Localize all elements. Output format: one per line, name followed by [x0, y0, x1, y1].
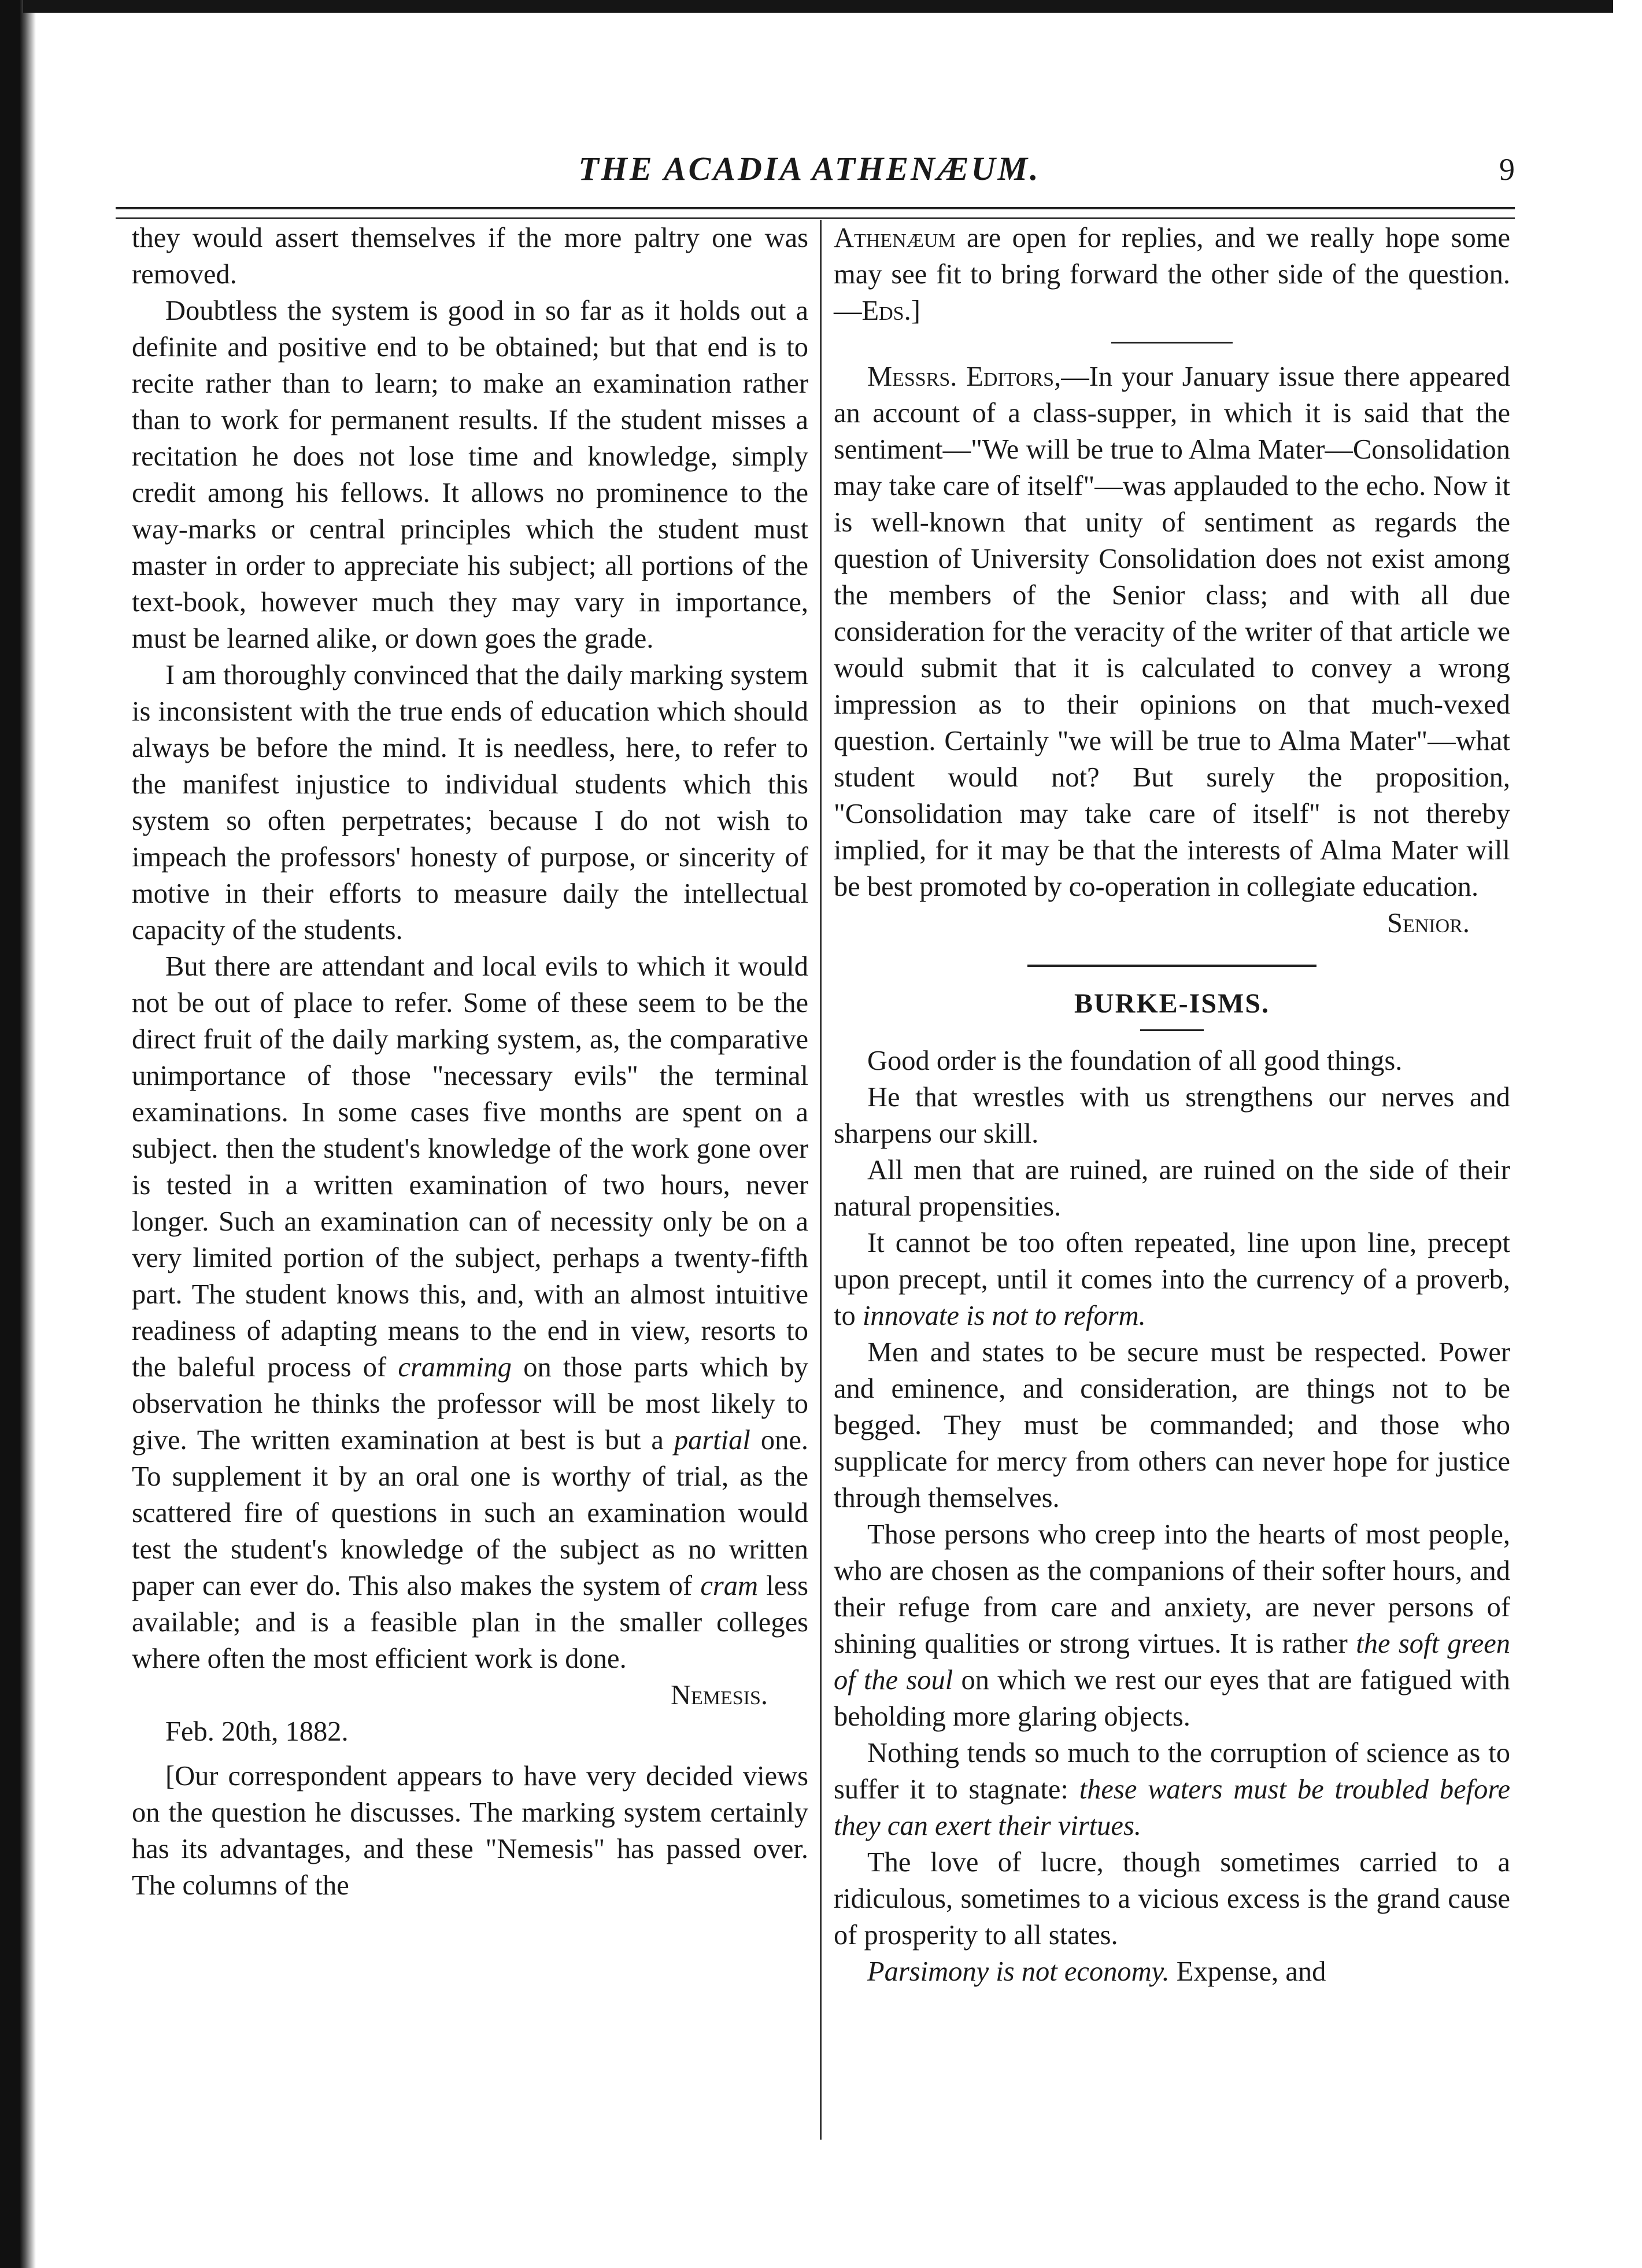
paragraph	[132, 948, 808, 1677]
signature-line	[834, 905, 1510, 941]
paragraph: Doubtless the system is good in so far as it holds out a definite and positive end to be obtained; but that end is to recite rather than to learn; to make an examination rather than to work for permanent results. If the student misses a recitation he does not lose time and knowledge, simply credit among his fellows. It allows no prominence to the way-marks or central principles which the student must master in order to appreciate his subject; all portions of the text-book, however much they may vary in importance, must be learned alike, or down goes the grade.	[132, 295, 808, 654]
italic-run: cramming	[398, 1352, 512, 1383]
italic-run: cram	[700, 1571, 758, 1601]
burke-item: Men and states to be secure must be respected. Power and eminence, and consideration, are things not to be begged. They must be commanded; and those who supplicate for mercy from others can never hope for justice through themselves.	[834, 1337, 1510, 1513]
page-binding-edge	[0, 0, 36, 2268]
signature-line	[132, 1677, 808, 1713]
running-header	[116, 149, 1515, 195]
text-run: Those persons who creep into the hearts of most people, who are chosen as the companions of their softer hours, and their refuge from care and anxiety, are never persons of shining qualities or strong virtues. It is rather	[834, 1519, 1510, 1659]
text-run: Nothing tends so much to the corruption of science as to suffer it to stagnate:	[834, 1738, 1510, 1805]
paragraph: they would assert themselves if the more paltry one was removed.	[132, 223, 808, 290]
italic-run: the soft green of the soul	[834, 1628, 1510, 1696]
header-rule	[116, 207, 1515, 219]
letter-body	[834, 359, 1510, 905]
text-run: one. To supplement it by an oral one is worthy of trial, as the scattered fire of questions in such an examination would test the student's knowledge of the subject as no written paper can ever do. This also makes the system of	[132, 1425, 808, 1601]
journal-title: THE ACADIA ATHENÆUM.	[578, 150, 1041, 187]
editor-note: [Our correspondent appears to have very decided views on the question he discusses. The marking system certainly has its advantages, and these "Nemesis" has passed over. The columns of the	[132, 1761, 808, 1901]
text-run: It cannot be too often repeated, line upon line, precept upon precept, until it comes into the currency of a proverb, to	[834, 1228, 1510, 1331]
top-scan-edge	[23, 0, 1613, 30]
burke-item: He that wrestles with us strengthens our nerves and sharpens our skill.	[834, 1082, 1510, 1149]
italic-run: these waters must be troubled before they can exert their virtues.	[834, 1774, 1510, 1841]
signature: Senior.	[1387, 908, 1470, 939]
italic-run: innovate is not to reform.	[862, 1301, 1146, 1331]
separator-rule	[1111, 342, 1233, 343]
text-run: less available; and is a feasible plan in the smaller colleges where often the most efficient work is done.	[132, 1571, 808, 1674]
date-line: Feb. 20th, 1882.	[165, 1716, 349, 1747]
italic-run: partial	[674, 1425, 750, 1456]
editor-note-continued	[834, 220, 1510, 329]
burke-item	[834, 1735, 1510, 1844]
burke-item	[834, 1225, 1510, 1334]
text-run: on those parts which by observation he thinks the professor will be most likely to give. The written examination at best is but a	[132, 1352, 808, 1456]
small-caps-run: Eds.	[861, 295, 911, 326]
left-column	[132, 220, 808, 1904]
burke-item: The love of lucre, though sometimes carried to a ridiculous, sometimes to a vicious excess is the grand cause of prosperity to all states.	[834, 1847, 1510, 1951]
section-rule	[1027, 965, 1316, 967]
column-divider	[820, 220, 822, 2140]
text-run: But there are attendant and local evils to which it would not be out of place to refer. Some of these seem to be the direct fruit of the daily marking system, as, the comparative unimportance of those "necessary evils" the terminal examinations. In some cases five months are spent on a subject. then the student's knowledge of the work gone over is tested in a written examination of two hours, never longer. Such an examination can of necessity only be on a very limited portion of the subject, perhaps a twenty-fifth part. The student knows this, and, with an almost intuitive readiness of adapting means to the end in view, resorts to the baleful process of	[132, 951, 808, 1383]
burke-item	[834, 1516, 1510, 1735]
text-run: ]	[911, 295, 920, 326]
italic-run: Parsimony is not economy.	[867, 1956, 1170, 1987]
burke-item: All men that are ruined, are ruined on the side of their natural propensities.	[834, 1155, 1510, 1222]
paragraph: I am thoroughly convinced that the daily marking system is inconsistent with the true ends of education which should always be before the mind. It is needless, here, to refer to the manifest injustice to individual students which this system so often perpetrates; because I do not wish to impeach the professors' honesty of purpose, or sincerity of motive in their efforts to measure daily the intellectual capacity of the students.	[132, 660, 808, 945]
section-heading: BURKE-ISMS.	[1074, 988, 1270, 1019]
text-run: Expense, and	[1169, 1956, 1326, 1987]
small-caps-run: Athenæum	[834, 223, 956, 253]
page-number: 9	[1499, 152, 1515, 187]
text-run: are open for replies, and we really hope some may see fit to bring forward the other side of the question.—	[834, 223, 1510, 326]
right-column	[834, 220, 1510, 1990]
text-run: on which we rest our eyes that are fatigued with beholding more glaring objects.	[834, 1665, 1511, 1732]
burke-item	[834, 1953, 1510, 1990]
signature: Nemesis.	[670, 1680, 768, 1711]
text-run: —In your January issue there appeared an account of a class-supper, in which it is said that the sentiment—"We will be true to Alma Mater—Consolidation may take care of itself"—was applauded to the echo. Now it is well-known that unity of sentiment as regards the question of University Consolidation does not exist among the members of the Senior class; and with all due consideration for the veracity of the writer of that article we would submit that it is calculated to convey a wrong impression as to their opinions on that much-vexed question. Certainly "we will be true to Alma Mater"—what student would not? But surely the proposition, "Consolidation may take care of itself" is not thereby implied, for it may be that the interests of Alma Mater will be best promoted by co-operation in collegiate education.	[834, 361, 1510, 902]
salutation: Messrs. Editors,	[867, 361, 1062, 392]
burke-item: Good order is the foundation of all good things.	[867, 1046, 1403, 1076]
heading-rule	[1140, 1029, 1204, 1031]
